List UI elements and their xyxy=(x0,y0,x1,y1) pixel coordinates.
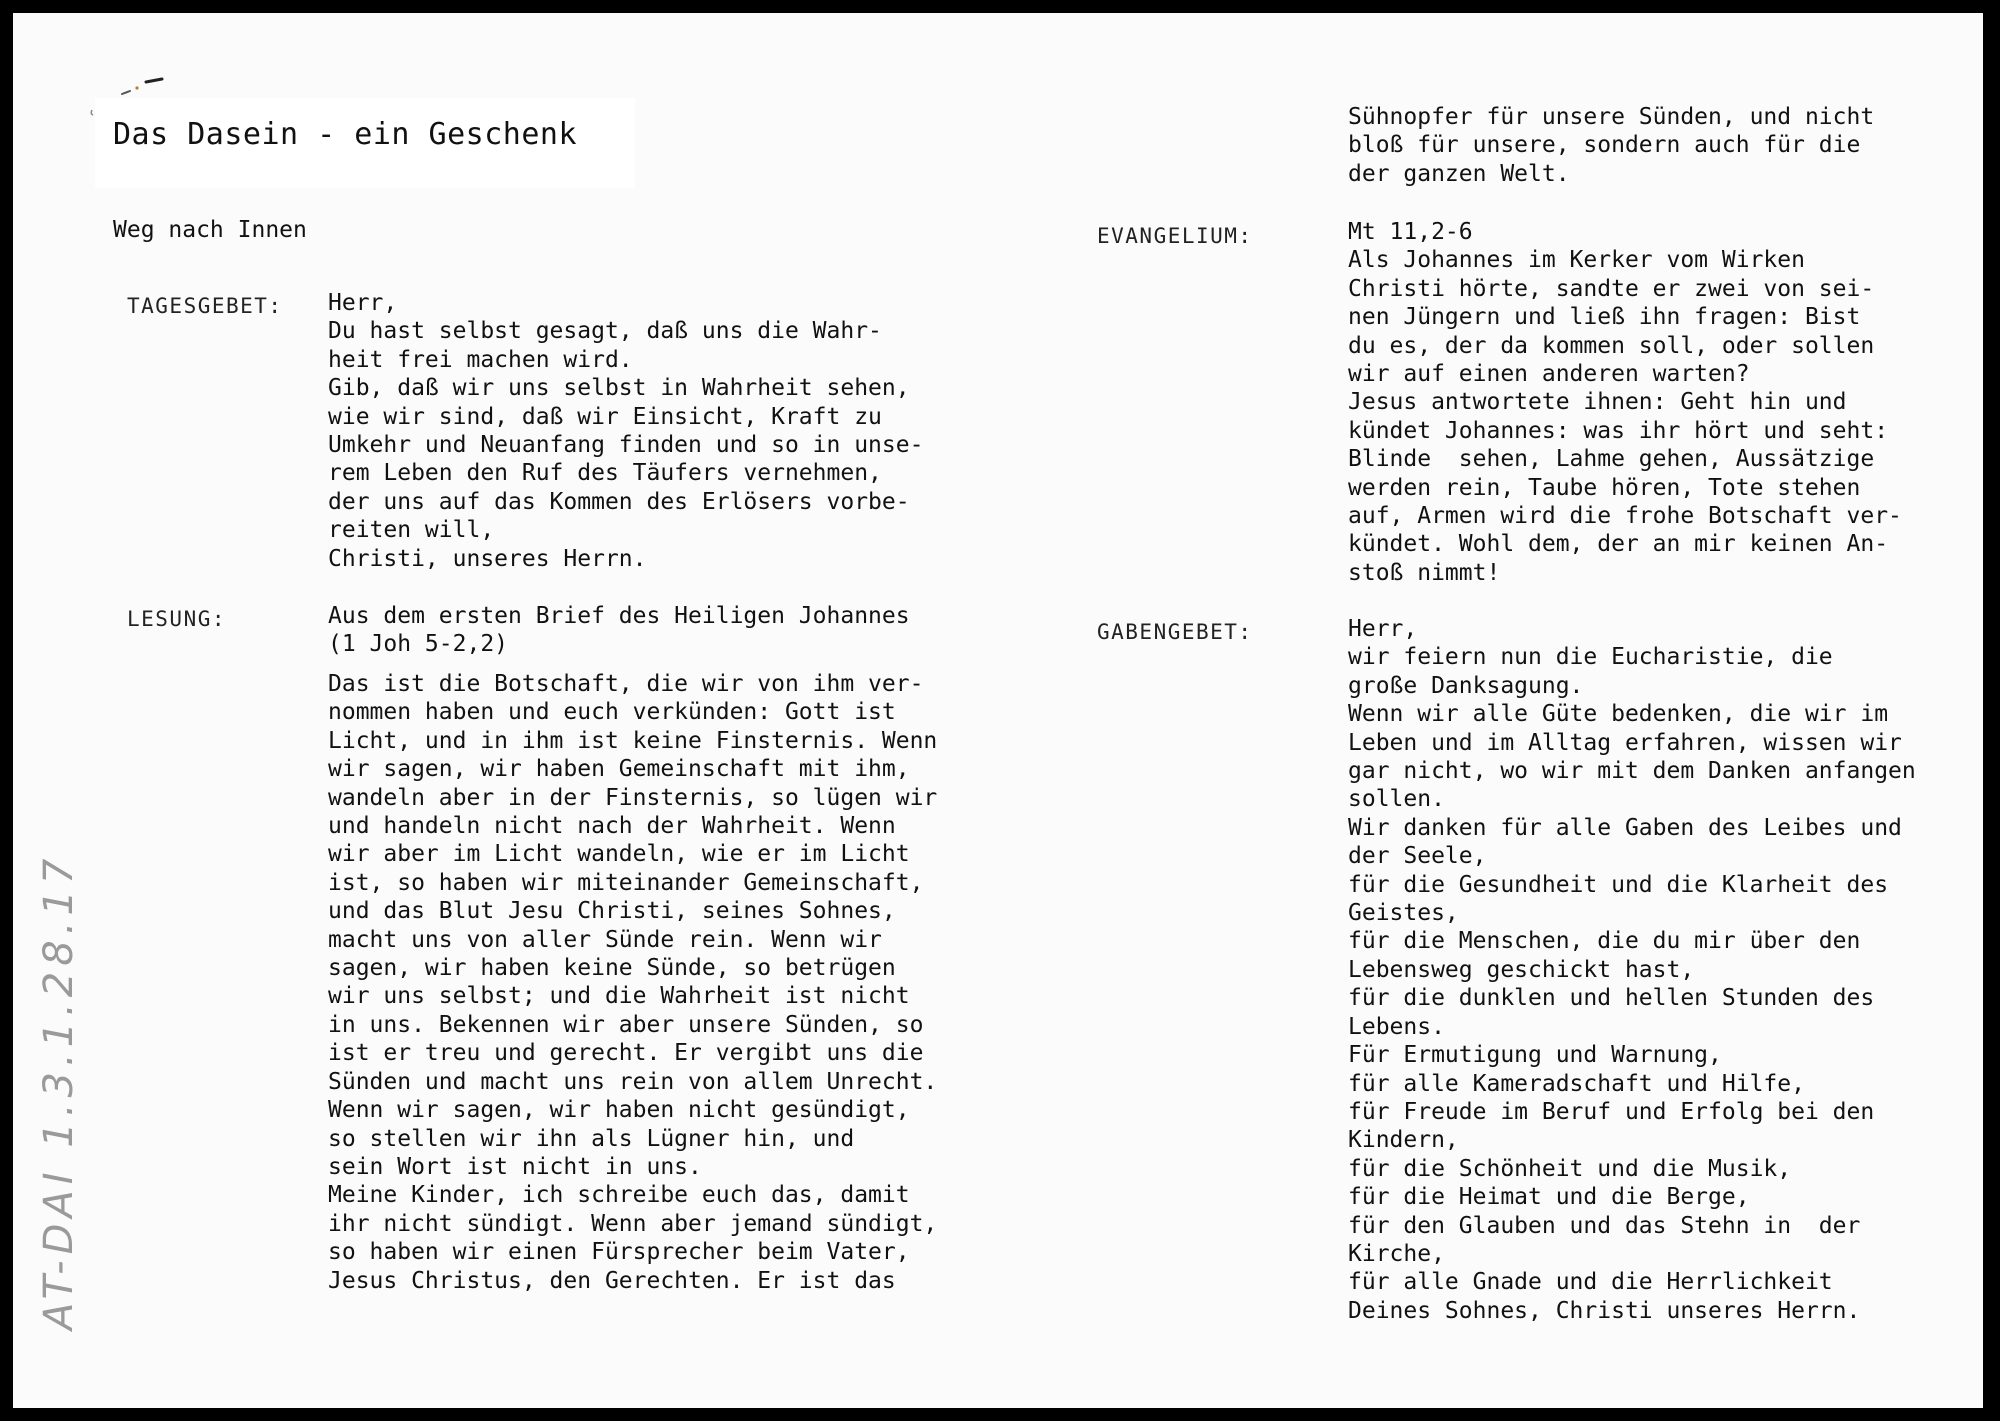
archive-stamp: AT-DAI 1.3.1.28.17 xyxy=(36,852,82,1330)
gabengebet-text: Herr, wir feiern nun die Eucharistie, die große Danksagung. Wenn wir alle Güte bedenken, die wir im Leben und im Alltag erfahren, wissen wir gar nicht, wo wir mit dem Danken anfangen sollen. Wir danken für alle Gaben des Leibes und der Seele, für die Gesundheit und die Klarheit des Geistes, für die Menschen, die du mir über den Lebensweg geschickt hast, für die dunklen und hellen Stunden des Lebens. Für Ermutigung und Warnung, für alle Kameradschaft und Hilfe, für Freude im Beruf und Erfolg bei den Kindern, für die Schönheit und die Musik, für die Heimat und die Berge, für den Glauben und das Stehn in der Kirche, für alle Gnade und die Herrlichkeit Deines Sohnes, Christi unseres Herrn. xyxy=(1348,616,1916,1324)
lesung-text: Das ist die Botschaft, die wir von ihm ver- nommen haben und euch verkünden: Gott ist Licht, und in ihm ist keine Finsternis. Wenn wir sagen, wir haben Gemeinschaft mit ihm, wandeln aber in der Finsternis, so lügen wir und handeln nicht nach der Wahrheit. Wenn wir aber im Licht wandeln, wie er im Licht ist, so haben wir miteinander Gemeinschaft, und das Blut Jesu Christi, seines Sohnes, macht uns von aller Sünde rein. Wenn wir sagen, wir haben keine Sünde, so betrügen wir uns selbst; und die Wahrheit ist nicht in uns. Bekennen wir aber unsere Sünden, so ist er treu und gerecht. Er vergibt uns die Sünden und macht uns rein von allem Unrecht. Wenn wir sagen, wir haben nicht gesündigt, so stellen wir ihn als Lügner hin, und sein Wort ist nicht in uns. Meine Kinder, ich schreibe euch das, damit ihr nicht sündigt. Wenn aber jemand sündigt, so haben wir einen Fürsprecher beim Vater, Jesus Christus, den Gerechten. Er ist das xyxy=(328,671,938,1294)
lesung-source: Aus dem ersten Brief des Heiligen Johannes (1 Joh 5-2,2) xyxy=(328,603,910,658)
evangelium-label: EVANGELIUM: xyxy=(1097,224,1253,248)
tagesgebet-text: Herr, Du hast selbst gesagt, daß uns die Wahr- heit frei machen wird. Gib, daß wir uns selbst in Wahrheit sehen, wie wir sind, daß wir Einsicht, Kraft zu Umkehr und Neuanfang finden und so in unse- rem Leben den Ruf des Täufers vernehmen, der uns auf das Kommen des Erlösers vorbe- reiten will, Christi, unseres Herrn. xyxy=(328,290,924,572)
ink-marks xyxy=(80,72,170,122)
lesung-continued-text: Sühnopfer für unsere Sünden, und nicht bloß für unsere, sondern auch für die der ganzen Welt. xyxy=(1348,104,1875,187)
lesung-label: LESUNG: xyxy=(127,607,227,631)
gabengebet-label: GABENGEBET: xyxy=(1097,620,1253,644)
tagesgebet-label: TAGESGEBET: xyxy=(127,294,283,318)
evangelium-text: Mt 11,2-6 Als Johannes im Kerker vom Wirken Christi hörte, sandte er zwei von sei- nen Jüngern und ließ ihn fragen: Bist du es, der da kommen soll, oder sollen wir auf einen anderen warten? Jesus antwortete ihnen: Geht hin und kündet Johannes: was ihr hört und seht: Blinde sehen, Lahme gehen, Aussätzige werden rein, Taube hören, Tote stehen auf, Armen wird die frohe Botschaft ver- kündet. Wohl dem, der an mir keinen An- stoß nimmt! xyxy=(1348,219,1902,586)
document-subtitle: Weg nach Innen xyxy=(113,217,307,243)
document-title: Das Dasein - ein Geschenk xyxy=(113,117,578,152)
